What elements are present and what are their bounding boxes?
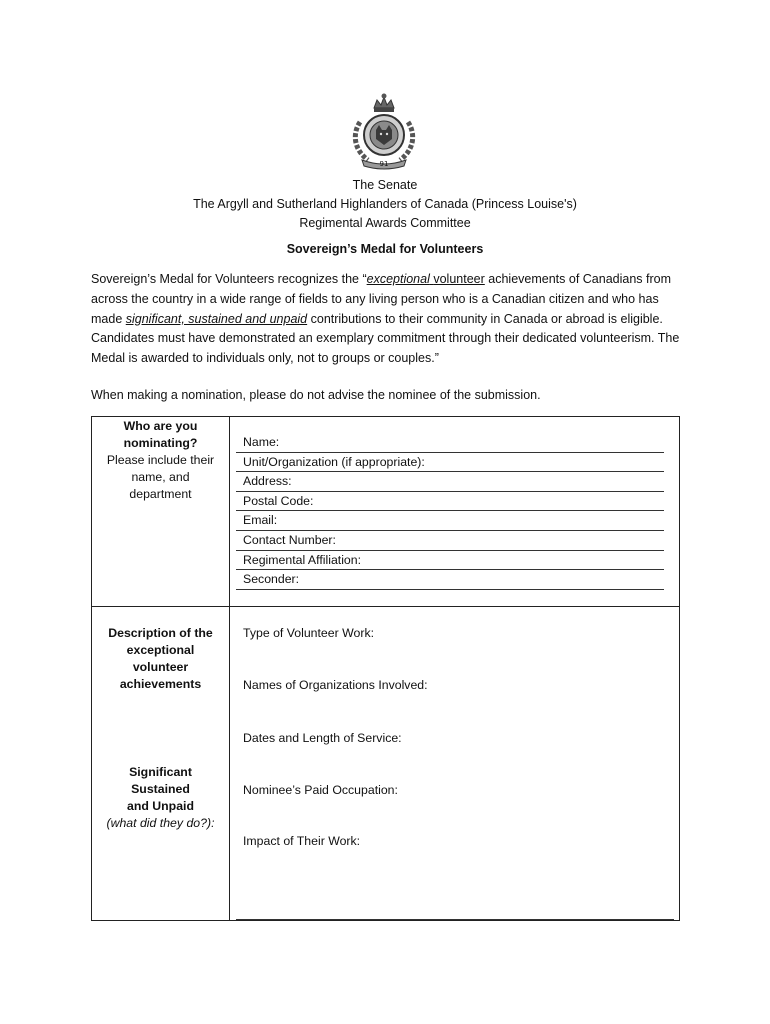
sub-heading-unpaid: and Unpaid	[127, 799, 194, 813]
intro-text-2: achievements of Canadians from across the country in a wide range of fields to any living person who is a Canadian citizen and who has made	[91, 272, 672, 326]
header-line-committee: Regimental Awards Committee	[299, 216, 471, 230]
seconder-field[interactable]: Seconder:	[236, 570, 664, 590]
sub-heading-significant: Significant	[129, 765, 192, 779]
intro-text-3: contributions to their community in Canada or abroad is eligible. Candidates must have demonstrated an exemplary commitment through their dedicated volunteerism. The Medal is awarded to individuals only, not to groups or couples.”	[91, 311, 680, 366]
impact-answer-line	[236, 919, 674, 920]
header-line-regiment: The Argyll and Sutherland Highlanders of Canada (Princess Louise's)	[193, 197, 577, 211]
nominee-heading-note: Please include their name, and department	[106, 453, 215, 501]
significant-sustained-unpaid-heading	[92, 764, 229, 832]
email-field[interactable]: Email:	[236, 511, 664, 531]
postal-code-field[interactable]: Postal Code:	[236, 492, 664, 512]
nomination-notice: When making a nomination, please do not advise the nominee of the submission.	[91, 388, 541, 402]
sub-heading-sustained: Sustained	[131, 782, 190, 796]
impact-of-work-field[interactable]: Impact of Their Work:	[243, 834, 361, 848]
name-field[interactable]: Name:	[236, 433, 664, 453]
table-column-divider	[229, 416, 230, 921]
dates-length-service-field[interactable]: Dates and Length of Service:	[243, 731, 402, 745]
address-field[interactable]: Address:	[236, 472, 664, 492]
organizations-involved-field[interactable]: Names of Organizations Involved:	[243, 678, 428, 692]
document-title: Sovereign’s Medal for Volunteers	[286, 242, 484, 256]
crest-number: 91	[379, 160, 389, 168]
header-line-senate: The Senate	[352, 178, 418, 192]
intro-text-1: Sovereign’s Medal for Volunteers recognizes the “	[91, 272, 367, 286]
paid-occupation-field[interactable]: Nominee’s Paid Occupation:	[243, 783, 398, 797]
intro-emphasis-volunteer: volunteer	[433, 272, 485, 286]
description-section-heading: Description of the exceptional volunteer achievements	[108, 626, 213, 691]
intro-emphasis-exceptional: exceptional	[366, 272, 430, 286]
table-row-divider	[91, 606, 680, 607]
unit-organization-field[interactable]: Unit/Organization (if appropriate):	[236, 453, 664, 473]
volunteer-work-type-field[interactable]: Type of Volunteer Work:	[243, 626, 375, 640]
nominee-heading-bold: Who are you nominating?	[123, 419, 198, 450]
intro-emphasis-significant: significant, sustained and unpaid	[125, 311, 308, 326]
regimental-crest-icon	[346, 92, 422, 170]
nominee-section-heading	[92, 418, 229, 503]
sub-heading-note: (what did they do?):	[106, 816, 215, 830]
intro-paragraph	[91, 270, 681, 369]
contact-number-field[interactable]: Contact Number:	[236, 531, 664, 551]
regimental-affiliation-field[interactable]: Regimental Affiliation:	[236, 551, 664, 571]
